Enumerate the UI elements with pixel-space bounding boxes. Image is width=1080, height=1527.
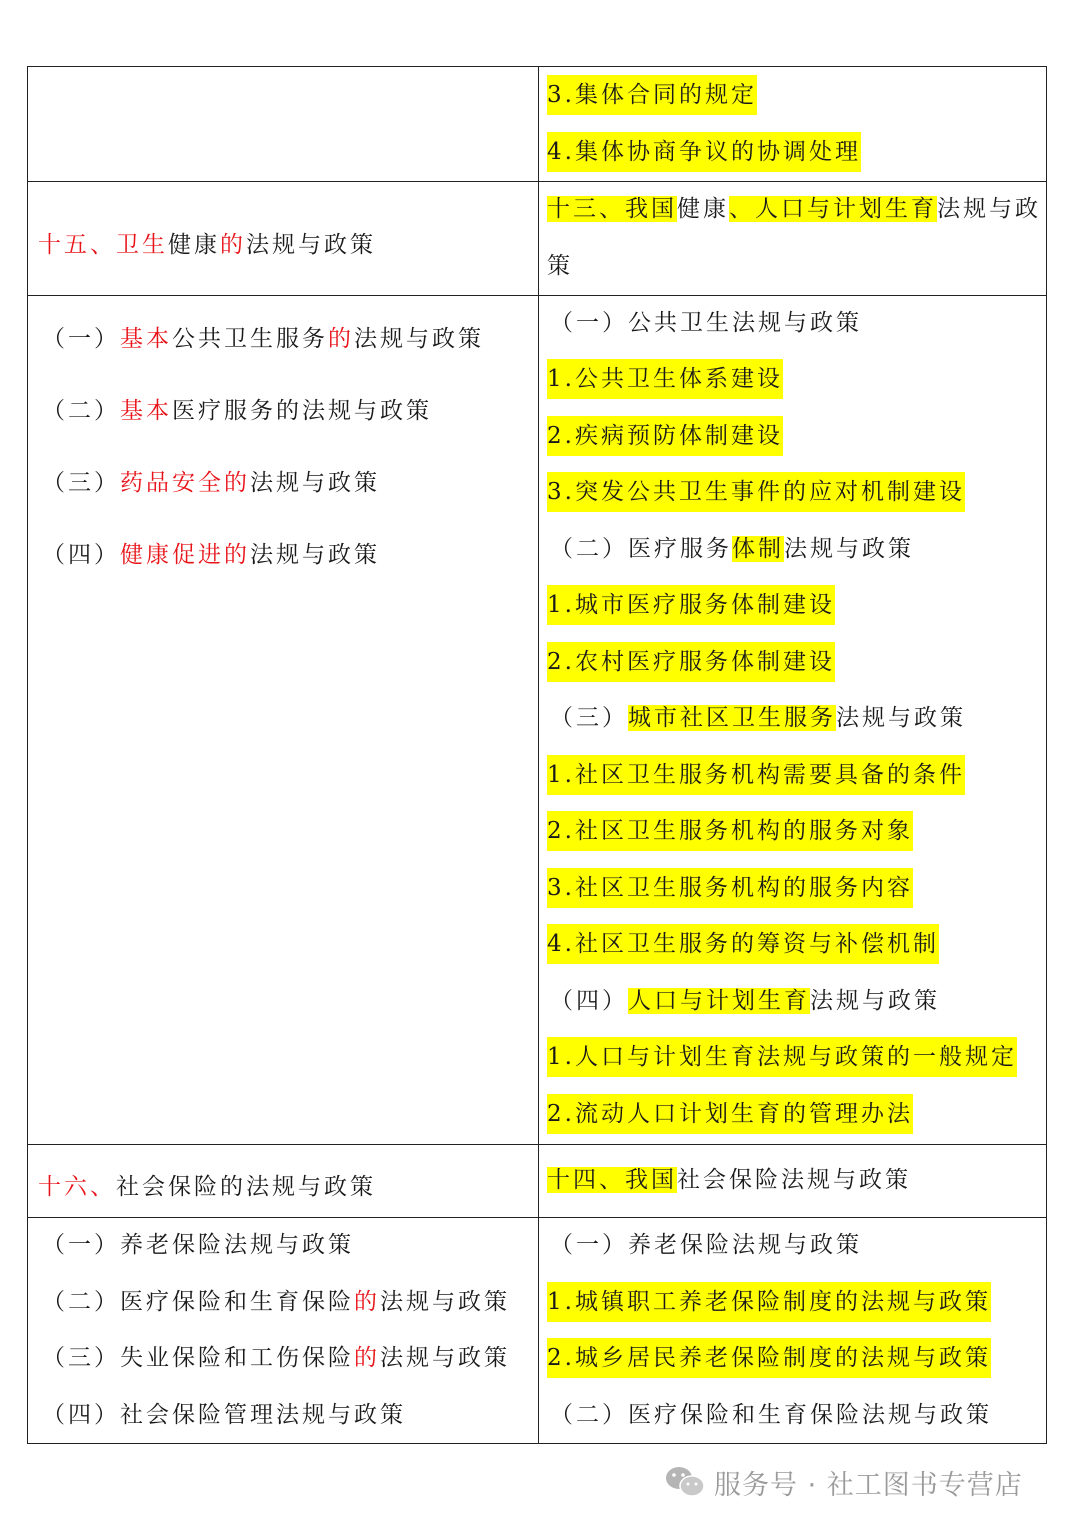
section-title-15: 十五、卫生健康的法规与政策 (38, 232, 376, 258)
list-item: 3.社区卫生服务机构的服务内容 (547, 868, 913, 908)
section-title-13: 十三、我国健康、人口与计划生育法规与政 (547, 196, 1041, 222)
list-item: 4.集体协商争议的协调处理 (547, 132, 861, 172)
column-divider (538, 67, 539, 1443)
list-item: （三）药品安全的法规与政策 (42, 470, 380, 496)
wechat-icon (664, 1465, 706, 1499)
list-item: 2.流动人口计划生育的管理办法 (547, 1094, 913, 1134)
list-item: 2.社区卫生服务机构的服务对象 (547, 811, 913, 851)
list-item: 2.城乡居民养老保险制度的法规与政策 (547, 1338, 991, 1378)
list-item: 4.社区卫生服务的筹资与补偿机制 (547, 924, 939, 964)
list-item: （二）医疗保险和生育保险的法规与政策 (42, 1289, 510, 1315)
subsection-heading: （三）城市社区卫生服务法规与政策 (550, 705, 966, 731)
subsection-heading: （二）医疗保险和生育保险法规与政策 (550, 1402, 992, 1428)
list-item: （一）基本公共卫生服务的法规与政策 (42, 326, 484, 352)
row-divider (28, 181, 1046, 182)
list-item: 2.农村医疗服务体制建设 (547, 642, 835, 682)
list-item: 3.集体合同的规定 (547, 75, 757, 115)
list-item: （三）失业保险和工伤保险的法规与政策 (42, 1345, 510, 1371)
subsection-heading: （二）医疗服务体制法规与政策 (550, 536, 914, 562)
section-title-13-cont: 策 (547, 253, 573, 279)
subsection-heading: （一）养老保险法规与政策 (550, 1232, 862, 1258)
section-title-16: 十六、社会保险的法规与政策 (38, 1174, 376, 1200)
watermark (664, 1460, 1023, 1504)
list-item: （四）社会保险管理法规与政策 (42, 1402, 406, 1428)
list-item: 1.城镇职工养老保险制度的法规与政策 (547, 1282, 991, 1322)
section-title-14: 十四、我国社会保险法规与政策 (547, 1167, 911, 1193)
policy-table (27, 66, 1047, 1444)
list-item: 1.公共卫生体系建设 (547, 359, 783, 399)
subsection-heading: （四）人口与计划生育法规与政策 (550, 988, 940, 1014)
list-item: 1.人口与计划生育法规与政策的一般规定 (547, 1037, 1017, 1077)
subsection-heading: （一）公共卫生法规与政策 (550, 310, 862, 336)
list-item: （四）健康促进的法规与政策 (42, 542, 380, 568)
list-item: （一）养老保险法规与政策 (42, 1232, 354, 1258)
list-item: 2.疾病预防体制建设 (547, 416, 783, 456)
list-item: （二）基本医疗服务的法规与政策 (42, 398, 432, 424)
row-divider (28, 1144, 1046, 1145)
row-divider (28, 295, 1046, 296)
list-item: 3.突发公共卫生事件的应对机制建设 (547, 472, 965, 512)
list-item: 1.社区卫生服务机构需要具备的条件 (547, 755, 965, 795)
list-item: 1.城市医疗服务体制建设 (547, 585, 835, 625)
row-divider (28, 1217, 1046, 1218)
watermark-text: 服务号 · 社工图书专营店 (714, 1469, 1023, 1501)
